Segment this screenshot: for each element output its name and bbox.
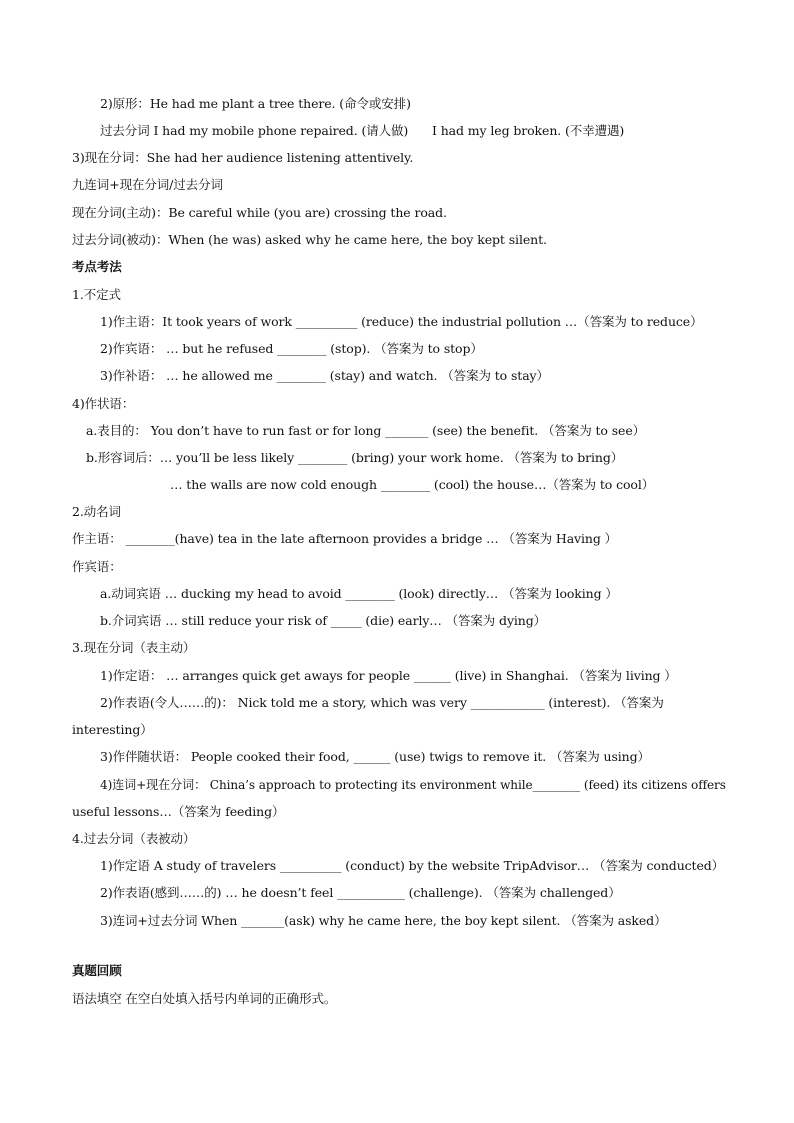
text-line: 3)连词+过去分词 When _______(ask) why he came here, the boy kept silent. （答案为 asked）: [100, 913, 667, 928]
text-line: 2)原形：He had me plant a tree there. (命令或安排): [100, 96, 411, 111]
text-line: a.动词宾语 … ducking my head to avoid ________ (look) directly… （答案为 looking ）: [100, 586, 618, 601]
text-line: 4)作状语：: [72, 396, 135, 411]
section-title: 3.现在分词（表主动）: [72, 640, 196, 655]
section-title: 1.不定式: [72, 287, 121, 302]
text-line: … the walls are now cold enough ________ (cool) the house…（答案为 to cool）: [170, 477, 655, 492]
text-line: 3)作伴随状语： People cooked their food, ______ (use) twigs to remove it. （答案为 using）: [100, 749, 650, 764]
text-line: I had my leg broken. (不幸遭遇): [432, 123, 625, 138]
text-line: 4)连词+现在分词： China’s approach to protecting its environment while________ (feed) its citizens offers: [100, 777, 726, 792]
section-heading: 考点考法: [72, 259, 122, 274]
section-title: 2.动名词: [72, 504, 121, 519]
text-line: 九连词+现在分词/过去分词: [72, 177, 223, 192]
text-line: 2)作表语(令人……的)： Nick told me a story, which was very ____________ (interest). （答案为: [100, 695, 664, 710]
text-line: b.介词宾语 … still reduce your risk of _____ (die) early… （答案为 dying）: [100, 613, 547, 628]
text-line: 3)作补语： … he allowed me ________ (stay) and watch. （答案为 to stay）: [100, 368, 549, 383]
text-line: 3)现在分词：She had her audience listening attentively.: [72, 150, 414, 165]
text-line: 作主语： ________(have) tea in the late afternoon provides a bridge … （答案为 Having ）: [72, 531, 618, 546]
text-line: a.表目的： You don’t have to run fast or for long _______ (see) the benefit. （答案为 to see）: [86, 423, 646, 438]
text-line: 作宾语：: [72, 559, 122, 574]
text-line: 语法填空 在空白处填入括号内单词的正确形式。: [72, 991, 337, 1006]
text-line: useful lessons…（答案为 feeding）: [72, 804, 285, 819]
section-title: 4.过去分词（表被动）: [72, 831, 196, 846]
text-line: 2)作宾语： … but he refused ________ (stop). （答案为 to stop）: [100, 341, 483, 356]
text-line: 1)作定语： … arranges quick get aways for people ______ (live) in Shanghai. （答案为 living ）: [100, 668, 677, 683]
section-heading: 真题回顾: [72, 963, 122, 978]
text-line: 过去分词 I had my mobile phone repaired. (请人做): [100, 123, 409, 138]
text-line: interesting）: [72, 722, 153, 737]
text-line: b.形容词后：… you’ll be less likely ________ (bring) your work home. （答案为 to bring）: [86, 450, 624, 465]
text-line: 1)作主语：It took years of work __________ (reduce) the industrial pollution …（答案为 to reduce）: [100, 314, 703, 329]
text-line: 2)作表语(感到……的) … he doesn’t feel ___________ (challenge). （答案为 challenged）: [100, 885, 621, 900]
text-line: 1)作定语 A study of travelers __________ (conduct) by the website TripAdvisor… （答案为 conducted）: [100, 858, 725, 873]
text-line: 现在分词(主动)：Be careful while (you are) crossing the road.: [72, 205, 447, 220]
text-line: 过去分词(被动)：When (he was) asked why he came here, the boy kept silent.: [72, 232, 547, 247]
